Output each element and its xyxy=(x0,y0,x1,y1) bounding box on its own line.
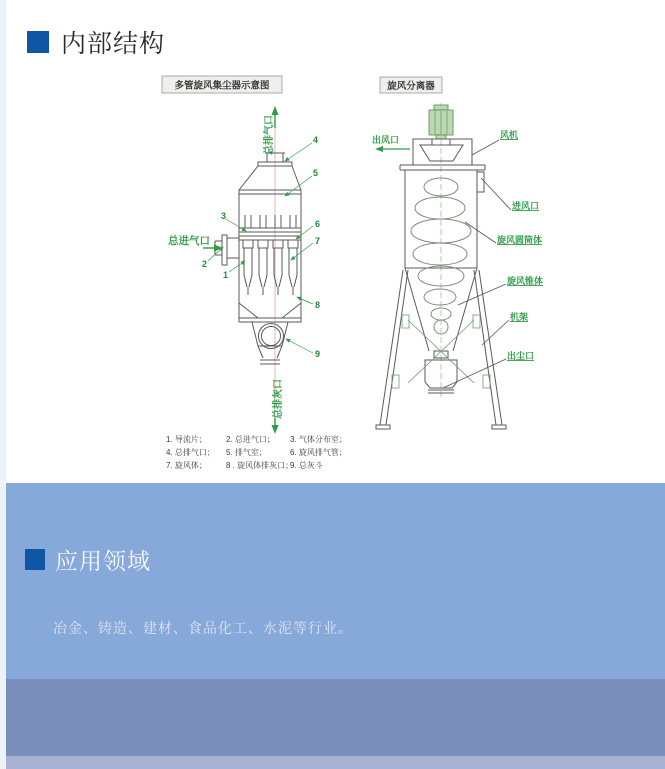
fan-label: 风机 xyxy=(500,130,519,140)
section-title: 内部结构 xyxy=(61,30,166,58)
legend-item: 6. 旋风排气管； xyxy=(290,448,347,457)
legend-item: 7. 旋风体； xyxy=(166,461,207,470)
section-header-application xyxy=(25,543,151,576)
left-edge-strip xyxy=(0,0,6,769)
multi-tube-cyclone-diagram xyxy=(145,75,385,480)
callout-5: 5 xyxy=(313,168,319,178)
frame-label: 机架 xyxy=(510,312,529,322)
legend-item: 9. 总灰斗 xyxy=(290,461,323,470)
outlet-label: 出风口 xyxy=(372,135,400,145)
cone-label: 旋风锥体 xyxy=(507,276,544,286)
left-diagram-title: 多管旋风集尘器示意图 xyxy=(174,80,270,92)
left-diagram-legend xyxy=(166,434,385,473)
left-diagram-title-box xyxy=(162,76,282,93)
cylinder-label: 旋风圆筒体 xyxy=(497,235,543,245)
callout-7: 7 xyxy=(315,236,321,246)
legend-item: 2. 总进气口； xyxy=(226,435,275,444)
motor xyxy=(429,105,453,139)
ash-outlet-label: 总排灰口 xyxy=(273,379,284,419)
collector-outline xyxy=(215,153,301,364)
footer-band-light xyxy=(0,756,665,769)
right-diagram-title: 旋风分离器 xyxy=(387,81,435,92)
legend-item: 3. 气体分布室； xyxy=(290,435,347,444)
dust-port-label: 出尘口 xyxy=(507,351,535,361)
legend-item: 1. 导流片； xyxy=(166,435,207,444)
right-diagram-title-box xyxy=(380,77,442,93)
legend-item: 4. 总排气口； xyxy=(166,448,215,457)
section-marker-icon xyxy=(25,549,45,570)
callout-2: 2 xyxy=(202,259,208,269)
legend-item: 8 . 旋风体排灰口； xyxy=(226,461,294,470)
section-marker-icon xyxy=(27,31,49,53)
footer-band-dark xyxy=(0,679,665,756)
section-header-internal-structure xyxy=(27,24,165,60)
callout-8: 8 xyxy=(315,300,321,310)
callout-9: 9 xyxy=(315,349,321,359)
right-diagram-annotations xyxy=(372,129,543,388)
section-title: 应用领域 xyxy=(55,548,151,574)
inlet-label: 进风口 xyxy=(512,201,540,211)
callout-1: 1 xyxy=(223,270,229,280)
callout-3: 3 xyxy=(221,211,227,221)
cyclone-separator-diagram xyxy=(370,75,660,440)
callout-4: 4 xyxy=(313,135,319,145)
inlet-label: 总进气口 xyxy=(168,235,210,247)
application-section xyxy=(0,483,665,679)
top-outlet-label: 总排气口 xyxy=(264,115,275,155)
application-body-text: 冶金、铸造、建材、食品化工、水泥等行业。 xyxy=(53,620,353,636)
legend-item: 5. 排气室； xyxy=(226,448,267,457)
callout-6: 6 xyxy=(315,219,321,229)
